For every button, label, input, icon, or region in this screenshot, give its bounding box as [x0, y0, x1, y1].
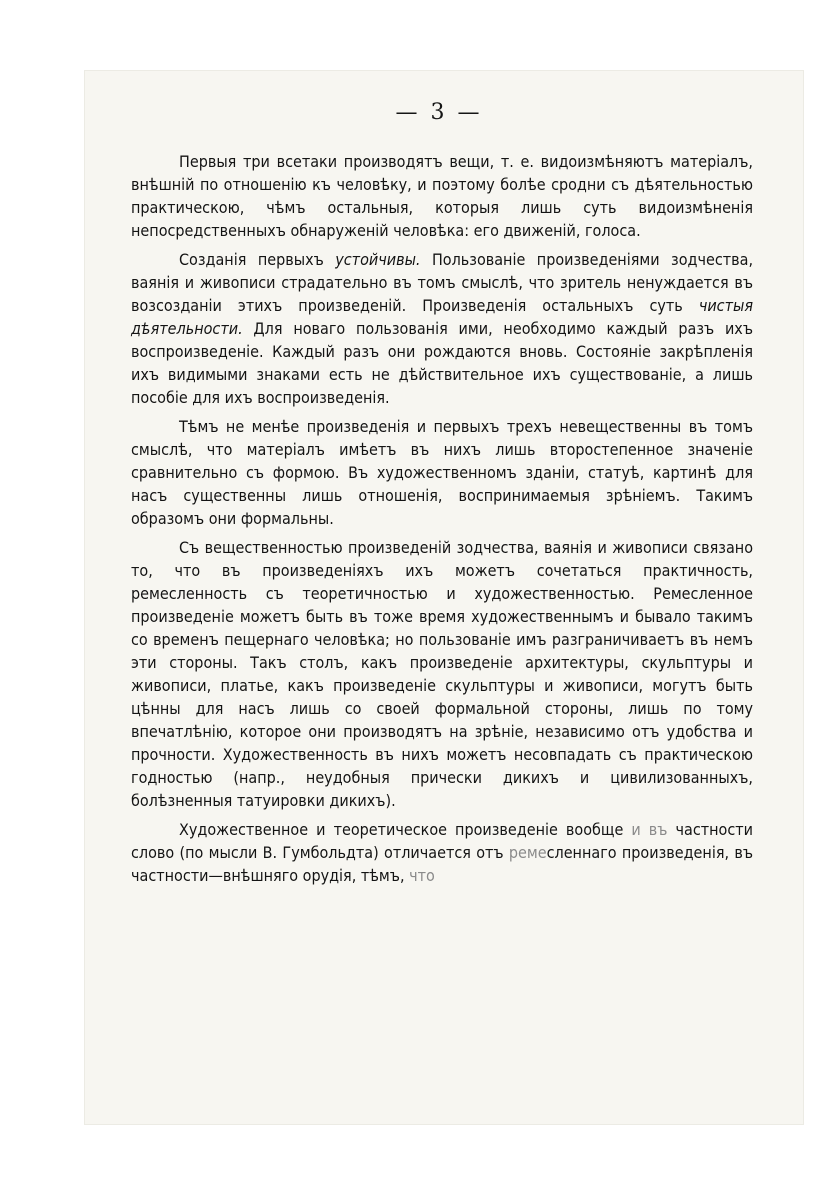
paragraph-5-text-c: сленнаго произведенія, въ частности—внѣшняго орудія, тѣмъ, [131, 843, 753, 885]
paragraph-5-text-b: частности слово (по мысли В. Гумбольдта) отличается отъ [131, 820, 754, 862]
book-page [84, 70, 804, 1125]
faded-text-2: реме [508, 843, 547, 862]
paragraph-2-text-a: Созданія первыхъ [179, 250, 336, 269]
body-text [131, 150, 753, 887]
paragraph-1: Первыя три всетаки производятъ вещи, т. е. видоизмѣняютъ матеріалъ, внѣшній по отношенію къ человѣку, и поэтому болѣе сродни съ дѣятельностью практическою, чѣмъ остальныя, которыя лишь суть видоизмѣненія непосредственныхъ обнаруженій человѣка: его движеній, голоса. [131, 152, 753, 240]
paragraph-4: Съ вещественностью произведеній зодчества, ваянія и живописи связано то, что въ произведеніяхъ ихъ можетъ сочетаться практичность, ремесленность съ теоретичностью и художественностью. Ремесленное произведеніе можетъ быть въ тоже время художественнымъ и бывало такимъ со временъ пещернаго человѣка; но пользованіе имъ разграничиваетъ въ немъ эти стороны. Такъ столъ, какъ произведеніе архитектуры, скульптуры и живописи, платье, какъ произведеніе скульптуры и живописи, могутъ быть цѣнны для насъ лишь со своей формальной стороны, лишь по тому впечатлѣнію, которое они производятъ на зрѣніе, независимо отъ удобства и прочности. Художественность въ нихъ можетъ несовпадать съ практическою годностью (напр., неудобныя прически дикихъ и цивилизованныхъ, болѣзненныя татуировки дикихъ). [131, 538, 753, 810]
paragraph-3: Тѣмъ не менѣе произведенія и первыхъ трехъ невещественны въ томъ смыслѣ, что матеріалъ имѣетъ въ нихъ лишь второстепенное значеніе сравнительно съ формою. Въ художественномъ зданіи, статуѣ, картинѣ для насъ существенны лишь отношенія, воспринимаемыя зрѣніемъ. Такимъ образомъ они формальны. [131, 417, 753, 528]
page-number: — 3 — [395, 100, 483, 125]
paragraph-2 [131, 248, 753, 409]
emphasis-chistye-deyatelnosti: чистыя дѣятельности. [131, 296, 753, 338]
emphasis-ustoichivy: устойчивы. [335, 250, 421, 269]
paragraph-2-text-b: Пользованіе произведеніями зодчества, ваянія и живописи страдательно въ томъ смыслѣ, что зритель ненуждается въ возсозданіи этихъ произведеній. Произведенія остальныхъ суть [131, 250, 754, 315]
faded-text-1: и въ [631, 820, 668, 839]
faded-text-3: что [409, 866, 435, 885]
paragraph-2-text-c: Для новаго пользованія ими, необходимо каждый разъ ихъ воспроизведеніе. Каждый разъ они рождаются вновь. Состояніе закрѣпленія ихъ видимыми знаками есть не дѣйствительное ихъ существованіе, а лишь пособіе для ихъ воспроизведенія. [131, 319, 753, 407]
paragraph-5 [131, 818, 753, 887]
paragraph-5-text-a: Художественное и теоретическое произведеніе вообще [179, 820, 632, 839]
